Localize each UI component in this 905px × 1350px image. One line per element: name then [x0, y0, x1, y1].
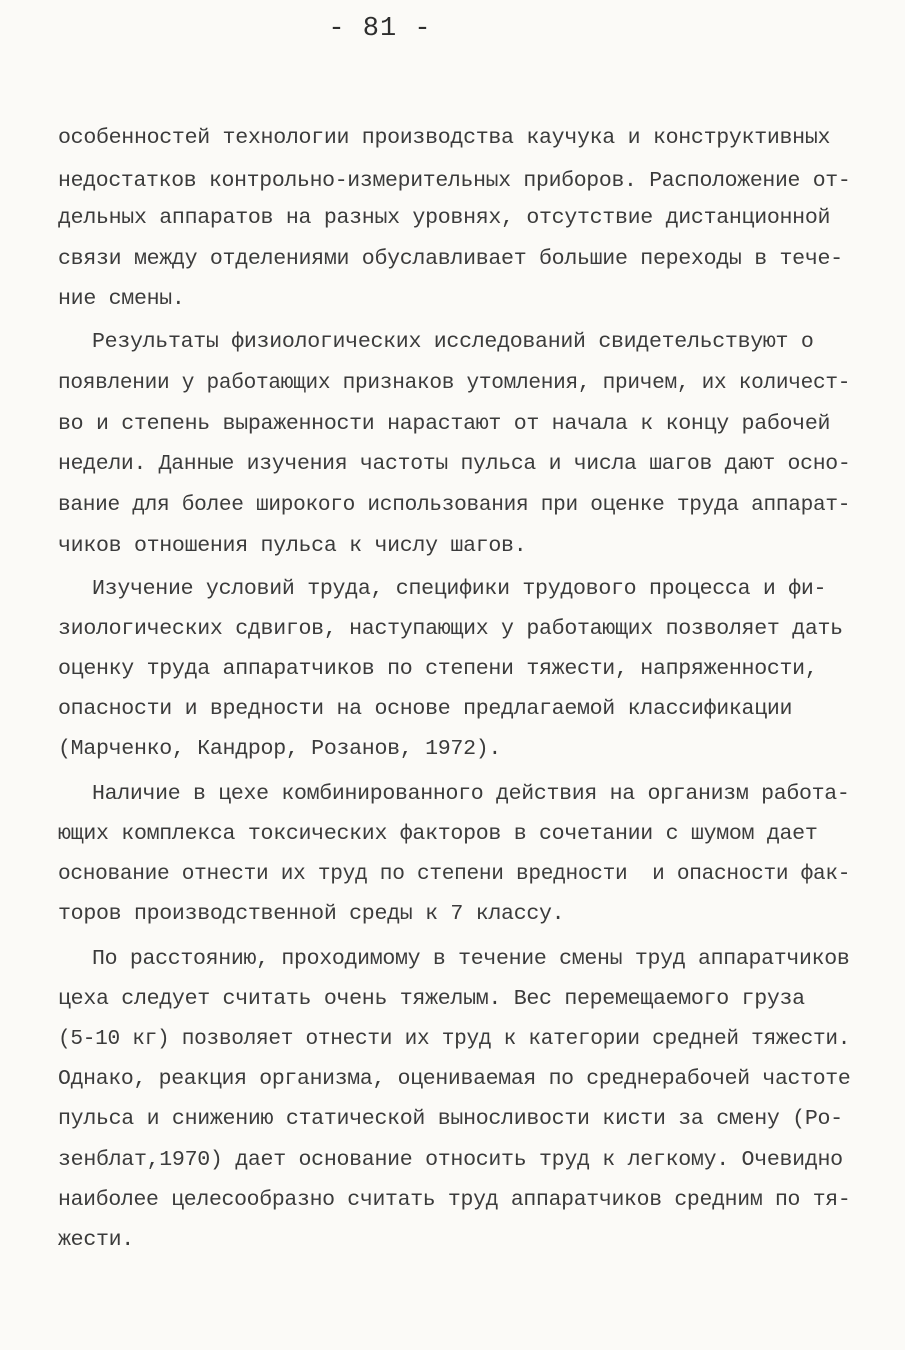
text-line: наиболее целесообразно считать труд аппаратчиков средним по тя-: [58, 1188, 851, 1212]
text-line: пульса и снижению статической выносливости кисти за смену (Ро-: [58, 1107, 843, 1131]
text-line: дельных аппаратов на разных уровнях, отсутствие дистанционной: [58, 206, 831, 230]
text-line: недостатков контрольно-измерительных приборов. Расположение от-: [58, 169, 851, 193]
text-line: во и степень выраженности нарастают от начала к концу рабочей: [58, 412, 831, 436]
text-line: вание для более широкого использования при оценке труда аппарат-: [58, 493, 851, 517]
text-line: Изучение условий труда, специфики трудового процесса и фи-: [92, 577, 827, 601]
text-line: Результаты физиологических исследований свидетельствуют о: [92, 330, 814, 354]
text-line: ние смены.: [58, 287, 185, 311]
text-line: основание отнести их труд по степени вредности и опасности фак-: [58, 862, 851, 886]
page-number: - 81 -: [328, 14, 432, 44]
text-line: торов производственной среды к 7 классу.: [58, 902, 565, 926]
text-line: Наличие в цехе комбинированного действия на организм работа-: [92, 782, 850, 806]
text-line: ющих комплекса токсических факторов в сочетании с шумом дает: [58, 822, 818, 846]
text-line: По расстоянию, проходимому в течение смены труд аппаратчиков: [92, 947, 850, 971]
text-line: зиологических сдвигов, наступающих у работающих позволяет дать: [58, 617, 843, 641]
text-line: цеха следует считать очень тяжелым. Вес перемещаемого груза: [58, 987, 805, 1011]
text-line: оценку труда аппаратчиков по степени тяжести, напряженности,: [58, 657, 818, 681]
text-line: появлении у работающих признаков утомления, причем, их количест-: [58, 371, 851, 395]
text-line: связи между отделениями обуславливает большие переходы в тече-: [58, 247, 843, 271]
text-line: (Марченко, Кандрор, Розанов, 1972).: [58, 737, 502, 761]
text-line: опасности и вредности на основе предлагаемой классификации: [58, 697, 793, 721]
text-line: Однако, реакция организма, оцениваемая по среднерабочей частоте: [58, 1067, 851, 1091]
text-line: особенностей технологии производства каучука и конструктивных: [58, 126, 831, 150]
text-line: жести.: [58, 1228, 134, 1252]
text-line: (5-10 кг) позволяет отнести их труд к категории средней тяжести.: [58, 1027, 851, 1051]
text-line: недели. Данные изучения частоты пульса и числа шагов дают осно-: [58, 452, 851, 476]
text-line: чиков отношения пульса к числу шагов.: [58, 534, 527, 558]
text-line: зенблат,1970) дает основание относить труд к легкому. Очевидно: [58, 1148, 843, 1172]
